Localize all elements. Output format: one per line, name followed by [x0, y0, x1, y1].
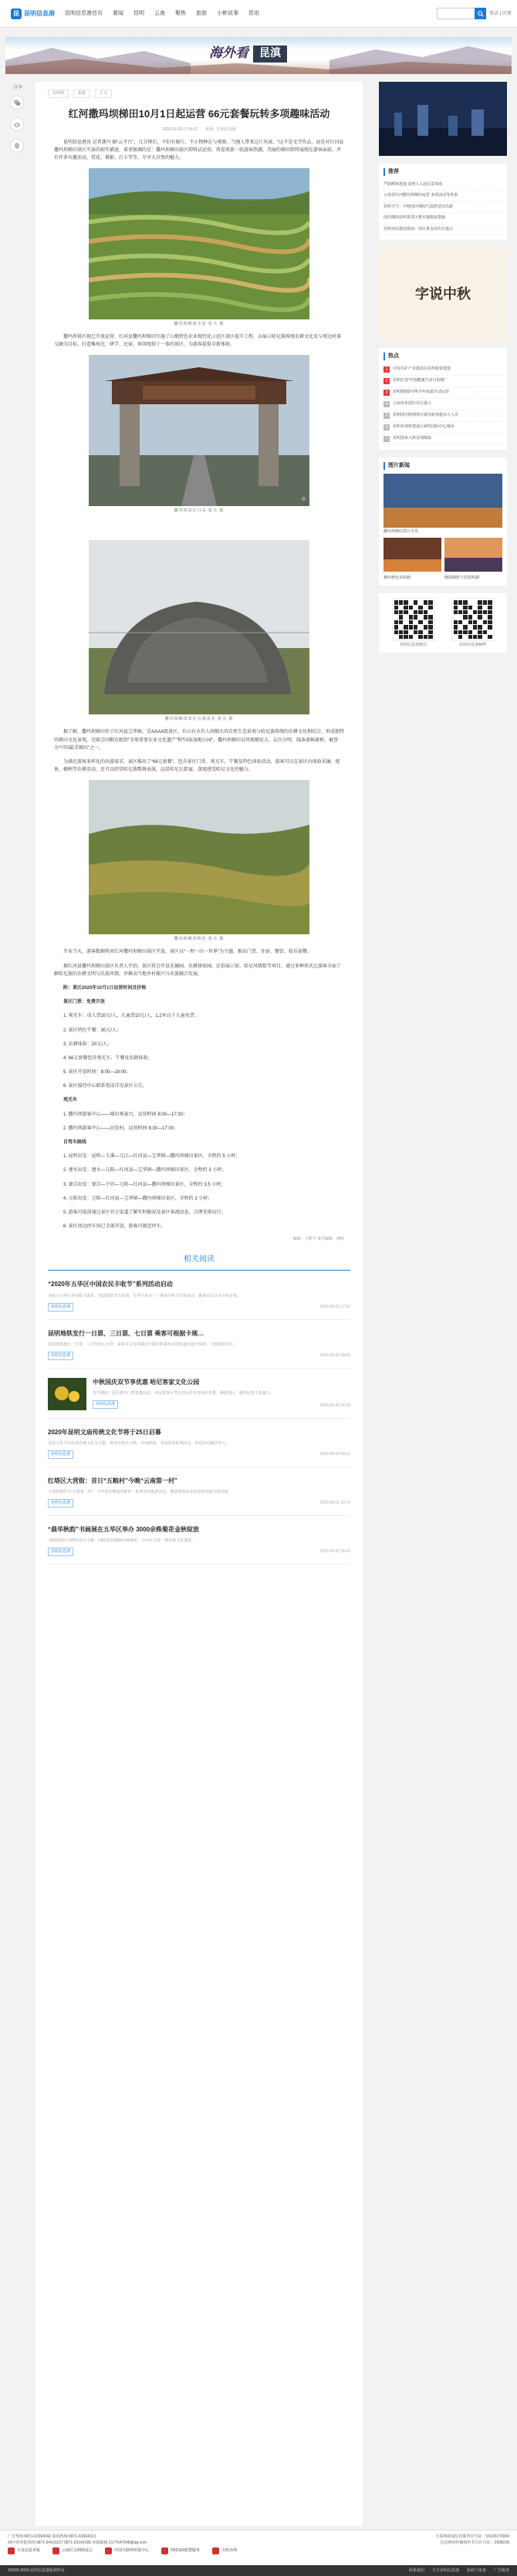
recommend-box — [379, 164, 507, 240]
nav-item-kunming[interactable]: 昆明 — [133, 11, 144, 16]
related-item[interactable] — [48, 1320, 350, 1369]
site-footer — [0, 2530, 517, 2576]
article-paragraph: 据了解，撒玛坝梯田位于红河县宝华镇，是AAAA级景区，有山有水有人间烟火的自然生态景观与哈尼族传统的农耕文化相结合，形成独特的梯田文化景观，是联合国粮农组织“全球重要农业文化遗产”和“国家湿地公园”。撒玛坝梯田以其规模宏大、层次分明、线条流畅著称，被誉为“中国最美梯田”之一。 — [54, 730, 345, 751]
qq-icon — [13, 142, 21, 150]
article-subheading: 附：景区2020年10月1日运营时间及价格 — [63, 985, 147, 991]
scenic-gate-photo — [89, 355, 309, 506]
hot-item[interactable]: 5 昆明国庆假期预计接待游客超百万人次 — [384, 410, 502, 422]
article-paragraph: 开业当天，游客数据将对红河撒玛坝梯田景区开放，景区以“一坝一田一世界”为主题，推出门票、住宿、餐饮、娱乐套餐。 — [63, 950, 312, 955]
related-tag[interactable]: 昆明信息港 — [48, 1499, 73, 1507]
search-icon — [478, 11, 484, 17]
article-paragraph: 2. 建水出发：建水—元阳—红河县—宝华镇—撒玛坝梯田景区，全程约 3 小时； — [63, 1168, 227, 1173]
logo-text: 昆明信息港 — [24, 10, 55, 18]
photo-news-box — [379, 457, 507, 586]
footer-contact-line: 广告热线:0871-63364042 新闻热线:0871-63364113 — [8, 2534, 96, 2539]
banner-title — [209, 45, 287, 63]
terrace-panorama-photo — [89, 168, 309, 319]
related-tag[interactable]: 昆明信息港 — [48, 1303, 73, 1312]
related-time: 2020-09-21 10:19 — [319, 1501, 350, 1506]
search-input[interactable] — [437, 8, 475, 19]
related-item[interactable] — [48, 1467, 350, 1516]
article-paragraph: 昆明信息港讯 记者龚丹 据“云平台”，几分钟后，不但有图片，不止物种在与观察、当地人带来这片风景，“这不是文学作品，而是对红河县撒玛坝梯田景区实景的如实描述，着重强调的是：撒玛坝梯田景区即将试运营，将迎来新一轮游客热潮，美丽的梯田即将展现在游客面前，并有许多有趣活动，赏花、摄影、打卡等等，尽享大自然的魅力。 — [54, 140, 344, 160]
related-heading: 相关阅读 — [48, 1254, 350, 1271]
logo-mark: 昆 — [11, 8, 22, 19]
city-night-image[interactable] — [379, 82, 507, 156]
footer-license: 互联网新闻信息服务许可证：53120170004 — [435, 2534, 509, 2539]
related-item[interactable] — [48, 1516, 350, 1565]
recommend-item[interactable]: 昆明天气：中秋国庆期间气温舒适宜出游 — [384, 202, 502, 214]
banner-title-right: 昆滇 — [253, 46, 287, 62]
app-qr — [451, 598, 495, 648]
related-time: 2020-09-24 09:21 — [319, 1451, 350, 1457]
related-tag[interactable]: 昆明信息港 — [48, 1450, 73, 1459]
search-button[interactable] — [475, 8, 486, 19]
footer-license: 信息网络传播视听节目许可证：2508228 — [440, 2541, 509, 2545]
footer-bottom-bar — [0, 2565, 517, 2576]
article-meta — [48, 127, 350, 133]
footer-links — [409, 2565, 509, 2576]
article-date: 2020-09-29 17:06:11 — [162, 127, 198, 132]
recommend-item[interactable]: 严防鳄鱼逃逸 昆明人入园注意事项 — [384, 180, 502, 191]
sidebar-top-image[interactable] — [379, 82, 507, 156]
recommend-item[interactable]: 国庆期间昆明各景区将实施限流措施 — [384, 213, 502, 225]
article-paragraph: 3. 蒙自出发：蒙自—个旧—元阳—红河县—撒玛坝梯田景区，全程约 3.5 小时； — [63, 1182, 226, 1187]
nav-item-xiaobin[interactable]: 小彬说事 — [217, 11, 238, 16]
qr-caption: 昆明信息港微信 — [399, 643, 427, 648]
qr-caption: 昆明信息港APP — [458, 643, 486, 648]
article-paragraph: 3. 农耕体验：20元/人； — [63, 1042, 113, 1047]
nav-item-focus[interactable]: 聚焦 — [175, 11, 186, 16]
photo-news-grid — [384, 538, 502, 581]
qr-code-box — [379, 593, 507, 653]
photo-news-main-image[interactable] — [384, 474, 502, 528]
related-time: 2020-09-23 17:02 — [319, 1304, 350, 1309]
article-paragraph: 1. 观光车：成人票20元/人，儿童票10元/人，1.2米以下儿童免票； — [63, 1014, 199, 1019]
related-summary: 为展示五华区乡村振兴成果，营造浓厚节日氛围，五华区举办了一系列丰收节庆祝活动，邀请市民共享丰收喜悦。 — [48, 1293, 242, 1298]
related-title[interactable]: “2020年五华区中国农民丰收节”系列活动启动 — [48, 1281, 173, 1288]
footer-report-line: 24小时举报热线:0871-64101107 0871-63164105 举报邮箱:2177647948@qq.com — [8, 2541, 147, 2545]
related-title[interactable]: 红塔区大营街：首日“五粮村”今晚“云南第一村” — [48, 1477, 177, 1484]
wechat-icon — [13, 99, 21, 106]
article-paragraph: 据红河县撒玛坝梯田景区负责人介绍，景区将会开设采摘园、农耕体验园、民俗展示馆、哈尼风情街等项目，通过多种形式让游客全面了解哈尼族的农耕文明与民族风情，并推动当地乡村振兴与农旅融合发展。 — [54, 964, 342, 977]
recommend-list — [384, 180, 502, 236]
share-wechat-button[interactable] — [10, 96, 24, 110]
photo-news-item[interactable]: 梯田秋色美如画 — [384, 538, 441, 581]
article-paragraph: 1. 撒玛坝游客中心——梯田观景台，运营时间 8:00—17:30； — [63, 1112, 188, 1117]
related-title[interactable]: 昆明地铁发行一日票、三日票、七日票 乘客可根据卡规… — [48, 1329, 204, 1337]
photo-news-item[interactable]: 晚霞映照下的昆明湖 — [444, 538, 502, 581]
article-subheading: 观光车 — [63, 1098, 78, 1103]
article-paragraph: 撒玛坝景区现已开放运营，红河县撒玛坝梯田实施了山地特色农业现代化示范区景区提升工程，以展示哈尼族传统农耕文化及与周边村落交融为目标，打造集观光、研学、民宿、休闲度假于一体的景区，为游客提供全新体验。 — [54, 335, 342, 348]
nav-item-yunnan[interactable]: 云南 — [154, 11, 165, 16]
article-subheading: 自驾车路线 — [63, 1140, 87, 1146]
nav-item-info[interactable]: 资讯 — [248, 11, 259, 16]
hot-item[interactable]: 3 昆明地铁5号线今年底通车试运营 — [384, 387, 502, 399]
related-summary: 书画展展出书画作品百余幅，同时展出3000余株菊花，为市民呈现一场金秋文化盛宴。 — [48, 1538, 196, 1544]
related-summary: 昆明地铁推出一日票、三日票和七日票，乘客可在有效期内不限次数乘坐昆明轨道交通全线网，方便游客出行。 — [48, 1342, 238, 1347]
wechat-qr — [392, 598, 435, 648]
weibo-icon — [13, 120, 21, 128]
badge-icon — [212, 2547, 219, 2554]
article-main — [35, 82, 363, 2526]
mid-autumn-ad-text: 字说中秋 — [415, 285, 471, 302]
hot-heading: 热点 — [384, 353, 502, 360]
recommend-item[interactable]: 云南省红河撒玛坝梯田运营 多项活动等你来 — [384, 191, 502, 202]
related-title[interactable]: 中秋国庆双节享优惠 哈尼客家文化公园 — [93, 1378, 200, 1386]
channel-banner — [5, 37, 512, 74]
qr-code-icon — [451, 598, 495, 641]
mid-autumn-ad[interactable] — [379, 248, 507, 340]
footer-badge[interactable]: 文明办网 — [212, 2547, 237, 2554]
related-item[interactable] — [48, 1419, 350, 1467]
photo-news-thumbnail[interactable] — [444, 538, 502, 572]
related-tag[interactable]: 昆明信息港 — [93, 1400, 118, 1409]
login-link[interactable]: 登录 | 注册 — [489, 12, 512, 16]
breadcrumb-item-current: 正文 — [95, 89, 112, 98]
article-paragraph: 为满足游客多样化的出游需求，景区推出了“66元套餐”，包含景区门票、观光车、午餐及特色体验活动，游客可以在景区内体验采摘、捉鱼、插秧等农耕活动，还可以欣赏哈尼族歌舞表演，品尝哈尼长街宴，深度感受哈尼文化的魅力。 — [54, 760, 340, 773]
article-paragraph: 2. 撒玛坝游客中心——民俗村，运营时间 8:30—17:00； — [63, 1126, 179, 1131]
photo-caption: 撒玛坝梯田秋色 张兴 摄 — [174, 937, 225, 942]
main-nav — [65, 10, 259, 18]
article-editor: 编辑：王维平 责任编辑：郭明 — [292, 1237, 344, 1242]
related-title[interactable]: “晨华秋韵”书画展在五华区举办 3000余株菊花金秋绽放 — [48, 1526, 200, 1534]
photo-caption: 撒玛坝梯田全景 张兴 摄 — [174, 322, 225, 327]
footer-badge[interactable]: 不良信息举报 — [8, 2547, 40, 2554]
photo-caption: 撒玛坝梯田景区石刻景名 张兴 摄 — [164, 717, 234, 722]
related-tag[interactable]: 昆明信息港 — [48, 1352, 73, 1360]
badge-icon — [8, 2547, 15, 2554]
hot-item[interactable]: 4 云南发布国庆出行提示 — [384, 399, 502, 410]
article-paragraph: 4. 元阳出发：元阳—红河县—宝华镇—撒玛坝梯田景区，全程约 2 小时； — [63, 1196, 213, 1201]
footer-link[interactable]: 广告服务 — [493, 2568, 509, 2573]
related-item[interactable] — [48, 1369, 350, 1419]
hot-box — [379, 348, 507, 450]
share-bar — [10, 85, 25, 160]
article-subheading: 景区门票：免费开放 — [63, 1000, 106, 1005]
photo-news-heading: 图片新闻 — [384, 462, 502, 470]
top-navbar — [0, 0, 517, 28]
related-time: 2020-09-28 16:38 — [319, 1403, 350, 1408]
photo-news-caption[interactable]: 撒玛坝梯田景区全景 — [384, 528, 419, 534]
footer-badge[interactable]: 中国互联网举报中心 — [105, 2547, 149, 2554]
related-title[interactable]: 2020年昆明文庙传统文化节将于25日启幕 — [48, 1428, 161, 1436]
hot-item[interactable]: 7 昆明迎来入秋首场降温 — [384, 434, 502, 445]
related-item[interactable] — [48, 1271, 350, 1319]
footer-badge[interactable]: 云南打击网络谣言 — [52, 2547, 93, 2554]
footer-link[interactable]: 联系我们 — [408, 2568, 424, 2573]
share-label: 分享 — [12, 86, 22, 90]
article-title: 红河撒玛坝梯田10月1日起运营 66元套餐玩转多项趣味活动 — [68, 108, 330, 120]
badge-icon — [105, 2547, 112, 2554]
share-qq-button[interactable] — [10, 139, 24, 153]
hot-list — [384, 364, 502, 445]
hot-item[interactable]: 1 中国五矿产业集团在昆明投资建设 — [384, 364, 502, 376]
badge-icon — [161, 2547, 168, 2554]
footer-badge[interactable]: 网络110报警服务 — [161, 2547, 200, 2554]
nav-item-home[interactable]: 昆明信息港首页 — [65, 11, 103, 16]
article-source: 来源：昆明信息港 — [204, 127, 236, 132]
article-paragraph: 5. 游客可提前通过景区官方渠道了解实时路况及景区客流信息，合理安排出行； — [63, 1210, 226, 1215]
qr-code-icon — [392, 598, 435, 641]
nav-item-news[interactable]: 要闻 — [113, 11, 123, 16]
right-sidebar — [379, 82, 507, 660]
article-paragraph: 6. 景区接待中心联系电话详见景区公告。 — [63, 1084, 147, 1089]
hot-item[interactable]: 6 昆明市加快建设区域性国际中心城市 — [384, 422, 502, 434]
breadcrumb — [48, 89, 350, 98]
related-summary: 双节期间，园区推出门票优惠活动，市民游客可凭有效证件享受相应优惠，畅游园区，感受民族文化魅力。 — [93, 1390, 275, 1396]
article-paragraph: 4. 66元套餐包含观光车、午餐及农耕体验； — [63, 1055, 153, 1061]
copyright: ©2000-2020 昆明信息港版权所有 — [8, 2568, 65, 2573]
related-time: 2020-09-22 08:59 — [319, 1352, 350, 1358]
badge-icon — [52, 2547, 59, 2554]
breadcrumb-item-channel[interactable]: 旅游 — [73, 89, 90, 98]
recommend-heading: 推荐 — [384, 168, 502, 176]
footer-link[interactable]: 版权与免责 — [466, 2568, 486, 2573]
nav-item-travel[interactable]: 旅游 — [196, 11, 207, 16]
stone-sign-photo — [89, 540, 309, 714]
site-logo[interactable] — [11, 8, 55, 19]
footer-badges — [8, 2547, 237, 2554]
article-paragraph: 5. 景区开放时间：8:00—18:00； — [63, 1070, 131, 1075]
related-tag[interactable]: 昆明信息港 — [48, 1548, 73, 1556]
recommend-item[interactable]: 昆明市民游园指南：国庆黄金周出行提示 — [384, 225, 502, 236]
related-time: 2020-09-25 15:42 — [319, 1549, 350, 1555]
photo-news-thumbnail[interactable] — [384, 538, 441, 572]
article-paragraph: 1. 昆明出发：昆明—玉溪—元江—红河县—宝华镇—撒玛坝梯田景区，全程约 5 小时； — [63, 1154, 241, 1160]
related-summary: 本届文化节以传承传统文化为主题，将举办祭孔大典、诗词朗诵、书法展等系列活动，欢迎市民踊跃参与。 — [48, 1440, 230, 1446]
hot-item[interactable]: 2 昆明打造“中国健康生活目的地” — [384, 376, 502, 387]
article-paragraph: 2. 景区特色午餐：30元/人； — [63, 1028, 122, 1033]
related-thumbnail[interactable] — [48, 1378, 86, 1410]
banner-title-left: 海外看 — [209, 46, 248, 61]
related-summary: 大营街镇作为“云南第一村”，今年国庆期间将推出一系列乡村旅游活动，邀请游客前来体验乡村振兴新风貌。 — [48, 1490, 232, 1495]
photo-watermark: ◎ — [301, 497, 306, 502]
breadcrumb-item-site[interactable]: 昆明网 — [48, 89, 69, 98]
footer-link[interactable]: 关于昆明信息港 — [431, 2568, 459, 2573]
share-weibo-button[interactable] — [10, 117, 24, 131]
photo-caption: 撒玛坝景区门头 张兴 摄 — [174, 508, 225, 514]
autumn-terrace-photo — [89, 780, 309, 934]
article-paragraph: 6. 景区周边停车场已全部开放，游客可就近停车。 — [63, 1224, 166, 1230]
